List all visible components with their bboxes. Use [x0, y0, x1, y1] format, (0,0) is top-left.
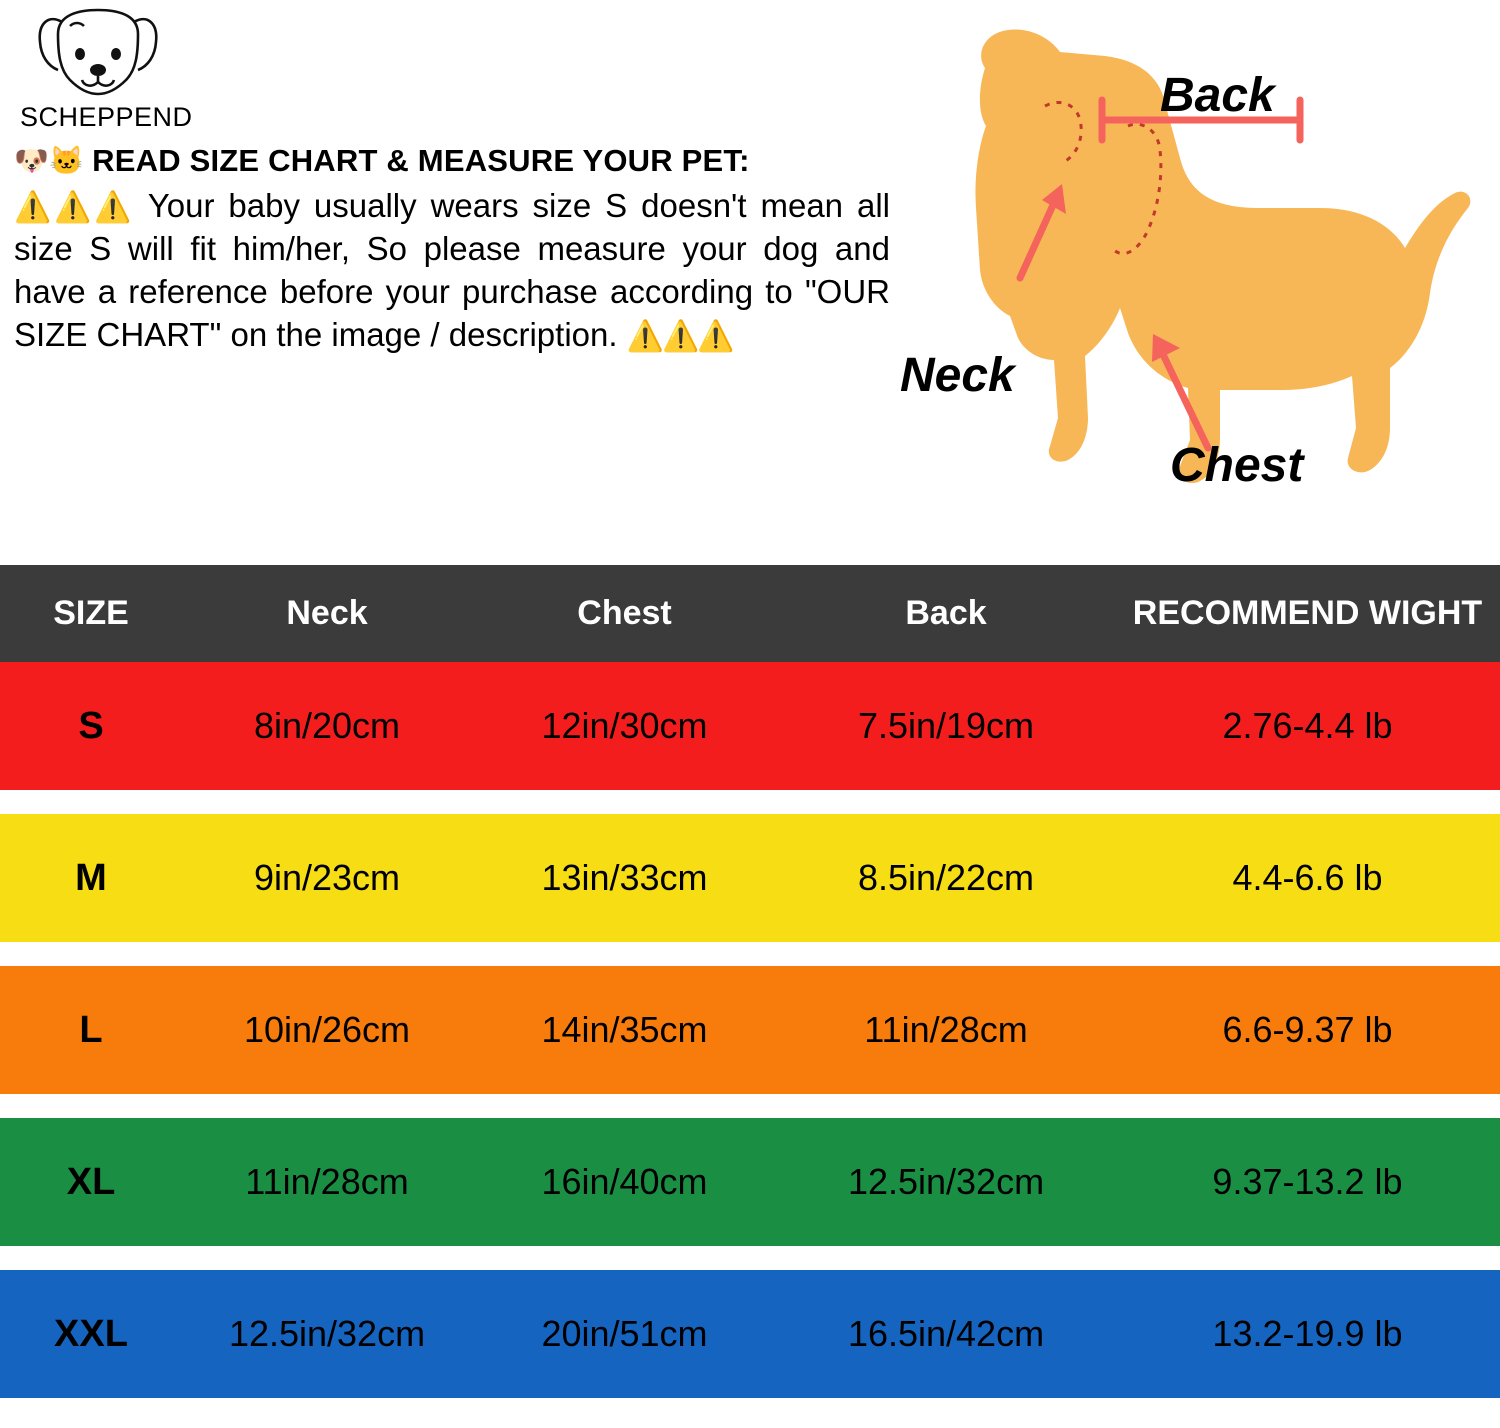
table-row	[0, 1118, 1500, 1246]
label-back: Back	[1160, 69, 1275, 122]
description-block	[14, 185, 890, 357]
cell-neck: 10in/26cm	[243, 1009, 411, 1050]
cell-back: 8.5in/22cm	[857, 857, 1035, 898]
info-panel	[10, 8, 890, 560]
header-neck: Neck	[286, 594, 368, 632]
cell-size: L	[79, 1008, 103, 1051]
cell-chest: 20in/51cm	[541, 1313, 708, 1354]
description-text: Your baby usually wears size S doesn't mean all size S will fit him/her, So please measure your dog and have a reference before your purchase according to "OUR SIZE CHART" on the image / description.	[14, 187, 890, 353]
cell-chest: 13in/33cm	[541, 857, 708, 898]
cell-neck: 12.5in/32cm	[228, 1313, 426, 1354]
brand-name: SCHEPPEND	[20, 102, 193, 132]
cell-size: XXL	[54, 1312, 128, 1355]
pet-emoji-icon: 🐶🐱	[14, 145, 85, 176]
cell-back: 12.5in/32cm	[847, 1161, 1045, 1202]
cell-size: S	[78, 704, 104, 747]
headline	[14, 143, 890, 179]
table-row	[0, 1270, 1500, 1398]
cell-neck: 9in/23cm	[253, 857, 401, 898]
cell-neck: 11in/28cm	[245, 1161, 409, 1202]
headline-text: READ SIZE CHART & MEASURE YOUR PET:	[92, 143, 750, 178]
measurement-diagram	[890, 8, 1490, 560]
table-row	[0, 966, 1500, 1094]
cell-back: 7.5in/19cm	[857, 705, 1035, 746]
cell-back: 16.5in/42cm	[847, 1313, 1045, 1354]
cell-neck: 8in/20cm	[253, 705, 401, 746]
dog-head-logo-icon	[18, 8, 178, 100]
header-size: SIZE	[53, 594, 129, 632]
cell-weight: 2.76-4.4 lb	[1222, 705, 1393, 746]
table-row	[0, 814, 1500, 942]
cell-weight: 4.4-6.6 lb	[1232, 857, 1383, 898]
cell-size: M	[75, 856, 107, 899]
table-header-row	[0, 565, 1500, 662]
cell-back: 11in/28cm	[864, 1009, 1028, 1050]
cell-chest: 16in/40cm	[541, 1161, 708, 1202]
cell-weight: 9.37-13.2 lb	[1212, 1161, 1403, 1202]
cell-chest: 12in/30cm	[541, 705, 708, 746]
header-chest: Chest	[577, 594, 672, 632]
table-row	[0, 662, 1500, 790]
cell-chest: 14in/35cm	[541, 1009, 708, 1050]
top-section	[0, 0, 1500, 560]
size-chart-table	[0, 565, 1500, 1398]
warning-icon-suffix: ⚠️⚠️⚠️	[626, 319, 733, 353]
header-recommend-weight: RECOMMEND WIGHT	[1132, 594, 1483, 632]
header-back: Back	[905, 594, 987, 632]
cell-weight: 6.6-9.37 lb	[1222, 1009, 1393, 1050]
dog-illustration	[890, 8, 1500, 553]
label-neck: Neck	[900, 349, 1015, 402]
brand-block	[18, 8, 890, 133]
cell-size: XL	[66, 1160, 116, 1203]
cell-weight: 13.2-19.9 lb	[1212, 1313, 1403, 1354]
warning-icon-prefix: ⚠️⚠️⚠️	[14, 191, 135, 224]
label-chest: Chest	[1170, 439, 1304, 492]
